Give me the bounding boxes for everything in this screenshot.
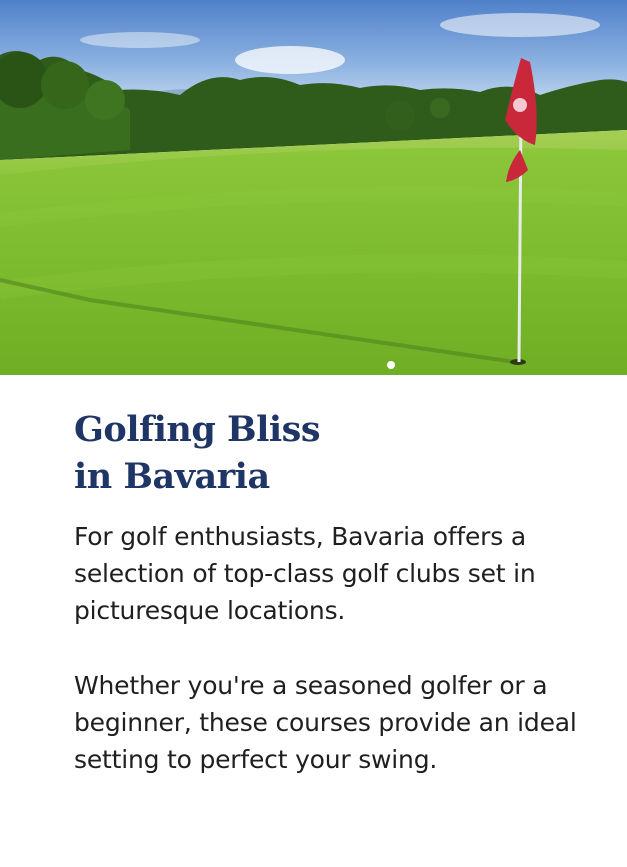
detail-paragraph: Whether you're a seasoned golfer or a beginner, these courses provide an ideal setting to perfect your swing. bbox=[74, 671, 577, 774]
page-title bbox=[74, 406, 604, 500]
card-content bbox=[74, 406, 604, 778]
golf-course-photo bbox=[0, 0, 627, 375]
title-line-1: Golfing Bliss bbox=[74, 409, 321, 450]
intro-paragraph: For golf enthusiasts, Bavaria offers a selection of top-class golf clubs set in picturesque locations. bbox=[74, 522, 536, 625]
title-line-2: in Bavaria bbox=[74, 456, 270, 497]
